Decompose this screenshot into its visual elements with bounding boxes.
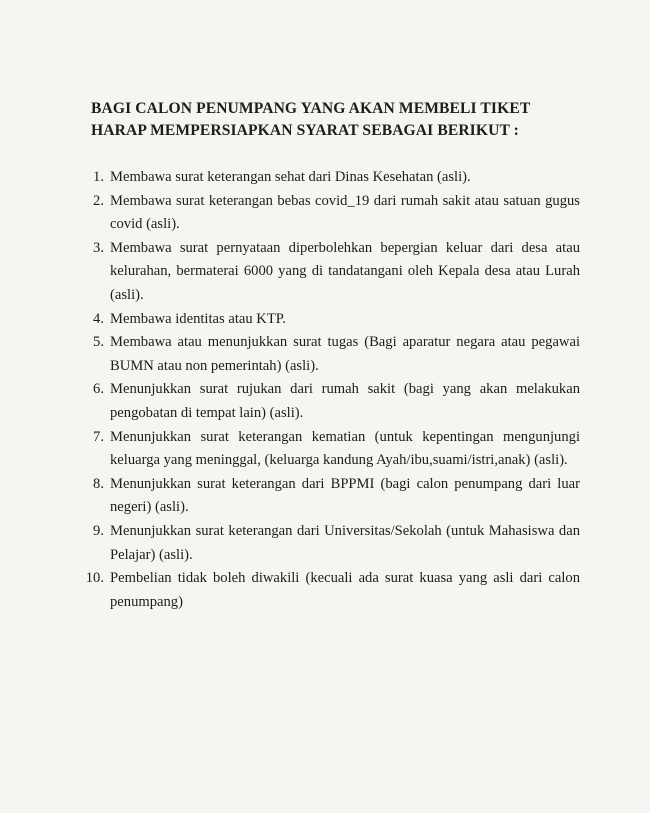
list-item: [76, 308, 580, 332]
list-item: [76, 166, 580, 190]
item-number: 2.: [93, 192, 104, 209]
item-text: Membawa identitas atau KTP.: [110, 310, 286, 327]
heading-line-1: BAGI CALON PENUMPANG YANG AKAN MEMBELI TIKET: [91, 100, 531, 117]
list-item: [76, 520, 580, 567]
item-text: Menunjukkan surat keterangan kematian (untuk kepentingan mengunjungi keluarga yang meninggal, (keluarga kandung Ayah/ibu,suami/istri,anak) (asli).: [110, 428, 580, 469]
list-item: [76, 426, 580, 473]
item-text: Membawa surat keterangan bebas covid_19 dari rumah sakit atau satuan gugus covid (asli).: [110, 192, 580, 233]
item-text: Menunjukkan surat rujukan dari rumah sakit (bagi yang akan melakukan pengobatan di tempat lain) (asli).: [110, 381, 580, 421]
item-text: Menunjukkan surat keterangan dari BPPMI (bagi calon penumpang dari luar negeri) (asli).: [110, 475, 580, 516]
item-number: 6.: [93, 381, 104, 398]
item-number: 3.: [93, 239, 104, 256]
requirements-list: [76, 166, 580, 614]
document-heading: [91, 98, 591, 142]
item-number: 1.: [93, 169, 104, 185]
item-number: 7.: [93, 428, 104, 445]
list-item: [76, 331, 580, 378]
list-item: [76, 237, 580, 308]
item-text: Membawa surat pernyataan diperbolehkan bepergian keluar dari desa atau kelurahan, bermaterai 6000 yang di tandatangani oleh Kepala desa atau Lurah (asli).: [110, 239, 580, 303]
item-text: Membawa atau menunjukkan surat tugas (Bagi aparatur negara atau pegawai BUMN atau non pemerintah) (asli).: [110, 334, 580, 374]
list-item: [76, 473, 580, 520]
item-number: 10.: [85, 570, 104, 587]
item-number: 9.: [93, 522, 104, 539]
item-text: Menunjukkan surat keterangan dari Universitas/Sekolah (untuk Mahasiswa dan Pelajar) (asli).: [110, 522, 580, 563]
list-item: [76, 190, 580, 237]
item-text: Pembelian tidak boleh diwakili (kecuali ada surat kuasa yang asli dari calon penumpang): [110, 570, 580, 610]
item-number: 5.: [93, 334, 104, 351]
item-number: 8.: [93, 475, 104, 492]
item-number: 4.: [93, 310, 104, 327]
list-item: [76, 378, 580, 425]
list-item: [76, 567, 580, 614]
item-text: Membawa surat keterangan sehat dari Dinas Kesehatan (asli).: [110, 169, 471, 185]
heading-line-2: HARAP MEMPERSIAPKAN SYARAT SEBAGAI BERIKUT :: [91, 122, 519, 139]
